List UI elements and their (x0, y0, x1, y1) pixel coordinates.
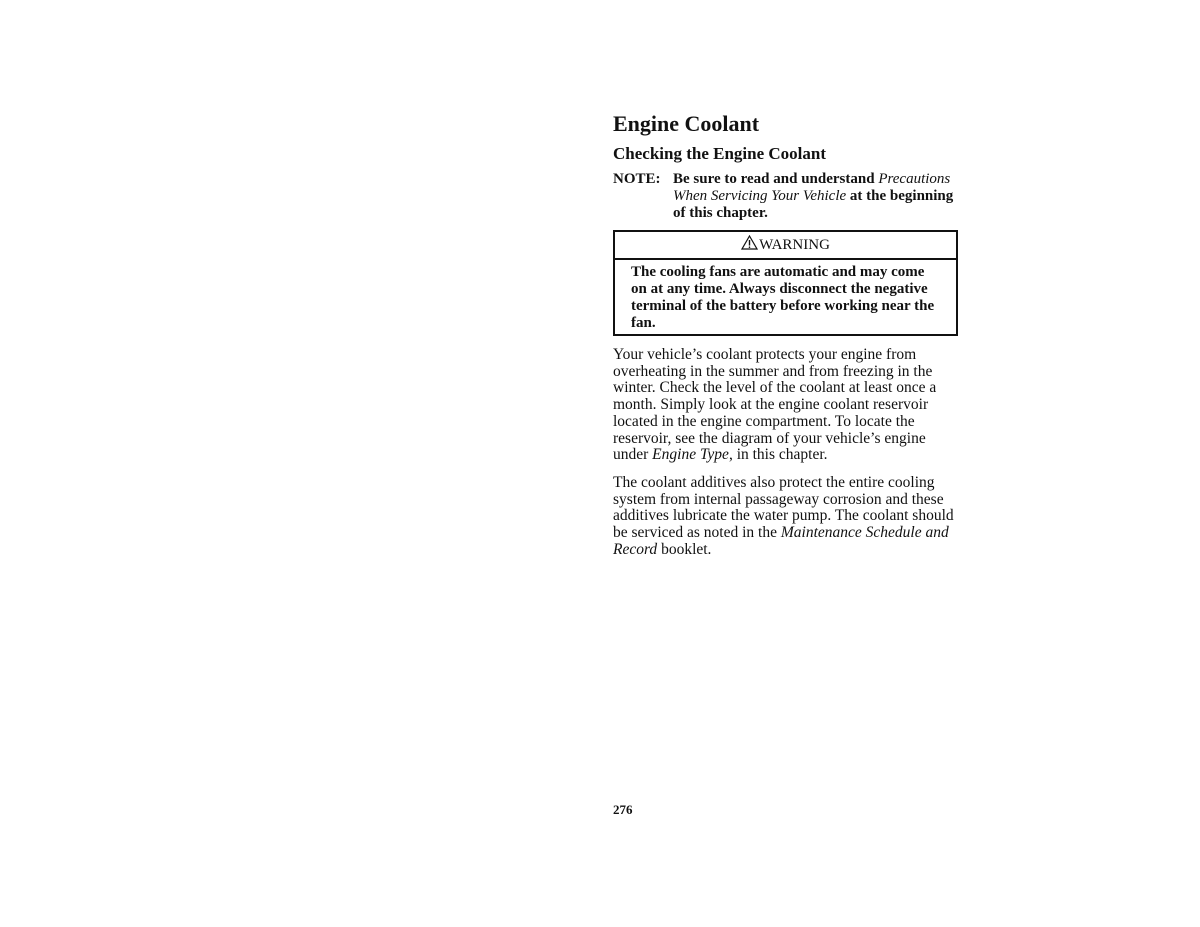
note-text-before: Be sure to read and understand (673, 171, 875, 187)
warning-box (613, 230, 958, 336)
note-block (613, 171, 958, 222)
warning-header (615, 232, 956, 260)
note-text (673, 171, 958, 222)
warning-text: The cooling fans are automatic and may come on at any time. Always disconnect the negative terminal of the battery before working near the fan. (631, 264, 935, 331)
maintenance-schedule-reference: Maintenance Schedule and Record (613, 524, 949, 558)
page-number: 276 (613, 802, 633, 817)
paragraph-2-text-after: booklet. (661, 540, 712, 558)
manual-page-content (613, 110, 958, 558)
engine-type-reference: Engine Type (652, 446, 729, 464)
paragraph-1-text-after: , in this chapter. (728, 446, 828, 464)
subsection-title: Checking the Engine Coolant (613, 144, 826, 163)
coolant-paragraph-1 (613, 347, 958, 464)
paragraph-1-text: Your vehicle’s coolant protects your engine from overheating in the summer and from freezing in the winter. Check the level of the coolant at least once a month. Simply look at the engine coolant reservoir located in the engine compartment. To locate the reservoir, see the diagram of your vehicle’s engine under (613, 346, 937, 464)
note-reference: Precautions When Servicing Your Vehicle (673, 171, 951, 204)
warning-heading: WARNING (759, 237, 830, 253)
note-text-after: at the beginning of this chapter. (673, 188, 954, 221)
paragraph-2-text: The coolant additives also protect the entire cooling system from internal passageway corrosion and these additives lubricate the water pump. The coolant should be serviced as noted in the (613, 473, 954, 542)
note-label: NOTE: (613, 171, 661, 187)
section-title: Engine Coolant (613, 111, 760, 136)
coolant-paragraph-2 (613, 475, 958, 559)
warning-triangle-icon (741, 235, 758, 257)
